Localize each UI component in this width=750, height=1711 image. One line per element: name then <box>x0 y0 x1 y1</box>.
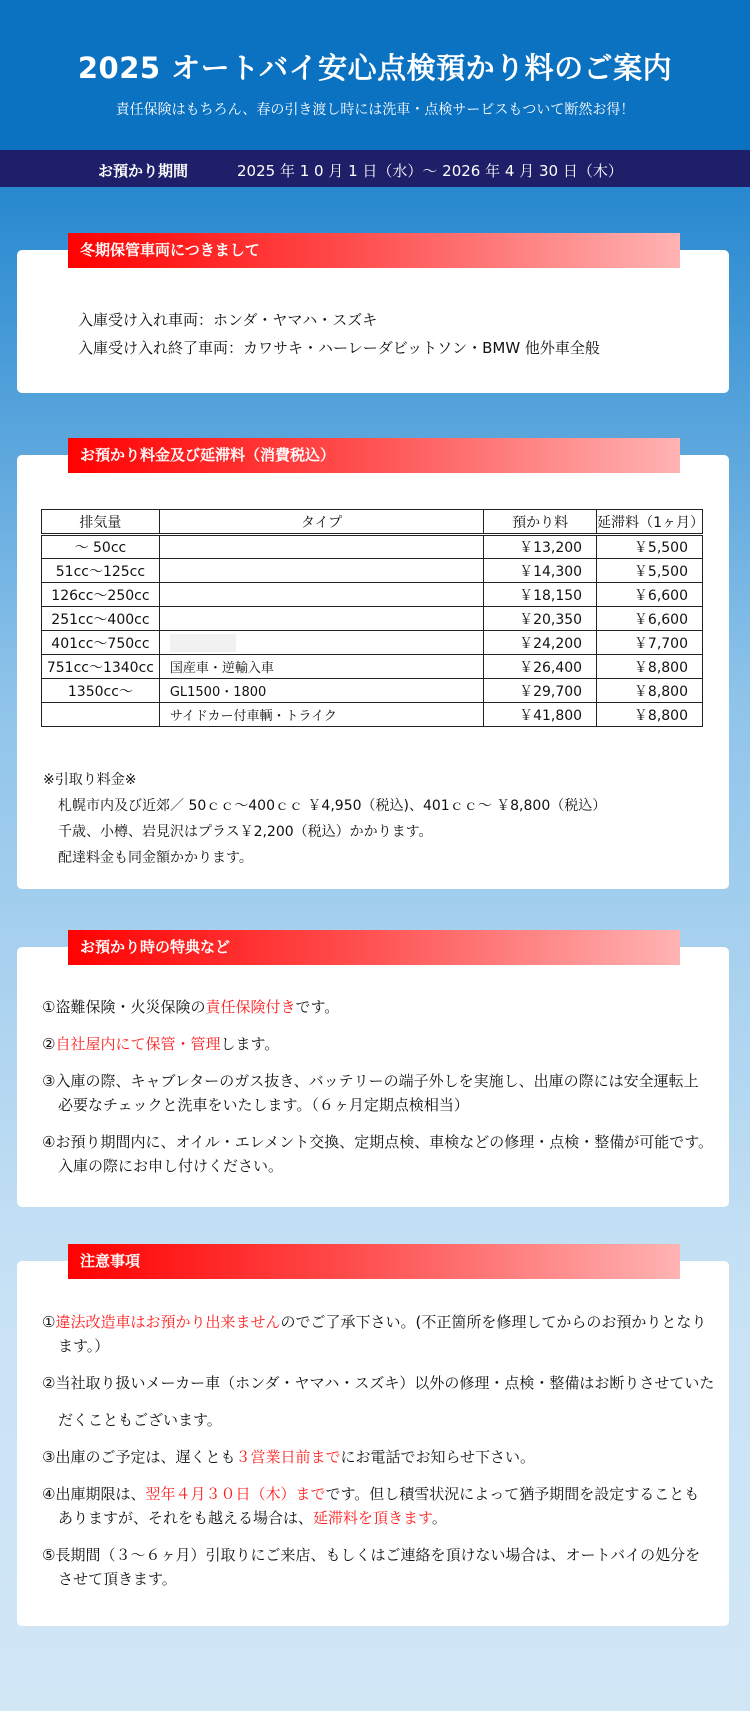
note-item-1-line-2: ます。） <box>58 1337 110 1355</box>
table-row <box>42 535 703 559</box>
row-late: ￥6,600 <box>597 607 703 631</box>
pickup-title: ※引取り料金※ <box>43 772 137 788</box>
note-3-pre: ③出庫のご予定は、遅くとも <box>42 1448 236 1466</box>
row-displacement: 251cc～400cc <box>42 607 160 631</box>
row-fee: ￥18,150 <box>484 583 597 607</box>
benefit-item-2 <box>42 1033 279 1054</box>
row-displacement: 1350cc～ <box>42 679 160 703</box>
row-displacement: ～ 50cc <box>42 535 160 559</box>
pickup-line-3: 配達料金も同金額かかります。 <box>58 850 253 866</box>
fee-table <box>41 509 703 727</box>
benefit-1-highlight: 責任保険付き <box>205 998 296 1016</box>
note-3-post: にお電話でお知らせ下さい。 <box>340 1448 536 1466</box>
col-late: 延滞料（1ヶ月） <box>597 510 703 535</box>
row-fee: ￥14,300 <box>484 559 597 583</box>
col-fee: 預かり料 <box>484 510 597 535</box>
benefit-2-pre: ② <box>42 1035 56 1053</box>
benefit-2-highlight: 自社屋内にて保管・管理 <box>55 1035 221 1053</box>
winter-heading: 冬期保管車両につきまして <box>68 233 680 268</box>
note-4-highlight: 翌年４月３０日（木）まで <box>145 1485 326 1503</box>
note-4-post: です。但し積雪状況によって猶予期間を設定することも <box>325 1485 700 1503</box>
row-fee: ￥20,350 <box>484 607 597 631</box>
note-item-3 <box>42 1446 535 1467</box>
note-1-highlight: 違法改造車はお預かり出来ません <box>55 1313 281 1331</box>
benefit-item-4-line-1: ④お預り期間内に、オイル・エレメント交換、定期点検、車検などの修理・点検・整備が可能です。 <box>42 1133 714 1151</box>
benefit-item-4-line-2: 入庫の際にお申し付けください。 <box>58 1157 284 1175</box>
row-fee: ￥24,200 <box>484 631 597 655</box>
row-fee: ￥29,700 <box>484 679 597 703</box>
note-4-line2-highlight: 延滞料を頂きます <box>313 1509 432 1527</box>
row-displacement: 51cc～125cc <box>42 559 160 583</box>
note-1-post: のでご了承下さい。(不正箇所を修理してからのお預かりとなり <box>280 1313 707 1331</box>
blank-placeholder <box>170 634 236 652</box>
row-type: サイドカー付車輌・トライク <box>159 703 483 727</box>
note-1-pre: ① <box>42 1313 56 1331</box>
row-type <box>159 631 483 655</box>
winter-line-2: 入庫受け入れ終了車両：カワサキ・ハーレーダビットソン・BMW 他外車全般 <box>78 339 600 357</box>
note-4-line2-pre: ありますが、それをも越える場合は、 <box>58 1509 314 1527</box>
note-4-line2-post: 。 <box>431 1509 447 1527</box>
fees-heading: お預かり料金及び延滞料（消費税込） <box>68 438 680 473</box>
row-type: 国産車・逆輸入車 <box>159 655 483 679</box>
note-item-2-line-2: だくこともございます。 <box>58 1411 222 1429</box>
row-late: ￥7,700 <box>597 631 703 655</box>
benefit-item-3-line-2: 必要なチェックと洗車をいたします。（６ヶ月定期点検相当） <box>58 1096 469 1114</box>
table-row <box>42 679 703 703</box>
row-fee: ￥41,800 <box>484 703 597 727</box>
row-fee: ￥26,400 <box>484 655 597 679</box>
row-type <box>159 559 483 583</box>
note-4-pre: ④出庫期限は、 <box>42 1485 146 1503</box>
row-late: ￥8,800 <box>597 655 703 679</box>
table-row <box>42 583 703 607</box>
page-subtitle: 責任保険はもちろん、春の引き渡し時には洗車・点検サービスもついて断然お得！ <box>115 102 635 118</box>
benefit-1-post: です。 <box>295 998 340 1016</box>
table-row <box>42 559 703 583</box>
row-displacement <box>42 703 160 727</box>
note-item-4-line-2 <box>58 1507 447 1528</box>
row-displacement: 126cc～250cc <box>42 583 160 607</box>
period-label: お預かり期間 <box>98 162 189 180</box>
row-type <box>159 583 483 607</box>
row-type: GL1500・1800 <box>159 679 483 703</box>
table-row <box>42 703 703 727</box>
benefit-item-1 <box>42 996 339 1017</box>
row-displacement: 751cc～1340cc <box>42 655 160 679</box>
benefit-1-pre: ①盗難保険・火災保険の <box>42 998 206 1016</box>
row-late: ￥8,800 <box>597 679 703 703</box>
row-fee: ￥13,200 <box>484 535 597 559</box>
table-row <box>42 631 703 655</box>
page-title: 2025 オートバイ安心点検預かり料のご案内 <box>77 51 673 85</box>
row-type <box>159 535 483 559</box>
note-item-5-line-2: させて頂きます。 <box>58 1570 177 1588</box>
winter-line-1: 入庫受け入れ車両：ホンダ・ヤマハ・スズキ <box>78 311 378 329</box>
period-value: 2025 年 1 0 月 1 日（水）～ 2026 年 4 月 30 日（木） <box>237 162 623 180</box>
benefit-2-post: します。 <box>220 1035 280 1053</box>
pickup-line-1: 札幌市内及び近郊／ 50ｃｃ～400ｃｃ ￥4,950（税込)、401ｃｃ～ ￥8,800（税込） <box>58 798 607 814</box>
table-row <box>42 607 703 631</box>
note-item-2-line-1: ②当社取り扱いメーカー車（ホンダ・ヤマハ・スズキ）以外の修理・点検・整備はお断りさせていた <box>42 1374 715 1392</box>
period-bar <box>0 150 750 187</box>
row-displacement: 401cc～750cc <box>42 631 160 655</box>
benefits-heading: お預かり時の特典など <box>68 930 680 965</box>
pickup-line-2: 千歳、小樽、岩見沢はプラス￥2,200（税込）かかります。 <box>58 824 433 840</box>
row-late: ￥8,800 <box>597 703 703 727</box>
row-late: ￥5,500 <box>597 535 703 559</box>
row-type <box>159 607 483 631</box>
note-item-4-line-1 <box>42 1483 699 1504</box>
col-type: タイプ <box>159 510 483 535</box>
note-item-5-line-1: ⑤長期間（３～６ヶ月）引取りにご来店、もしくはご連絡を頂けない場合は、オートバイの処分を <box>42 1546 701 1564</box>
row-late: ￥6,600 <box>597 583 703 607</box>
row-late: ￥5,500 <box>597 559 703 583</box>
fee-table-header <box>42 510 703 535</box>
note-3-highlight: ３営業日前まで <box>235 1448 341 1466</box>
table-row <box>42 655 703 679</box>
note-item-1-line-1 <box>42 1311 706 1332</box>
col-displacement: 排気量 <box>42 510 160 535</box>
benefit-item-3-line-1: ③入庫の際、キャブレターのガス抜き、バッテリーの端子外しを実施し、出庫の際には安全運転上 <box>42 1072 699 1090</box>
notes-heading: 注意事項 <box>68 1244 680 1279</box>
